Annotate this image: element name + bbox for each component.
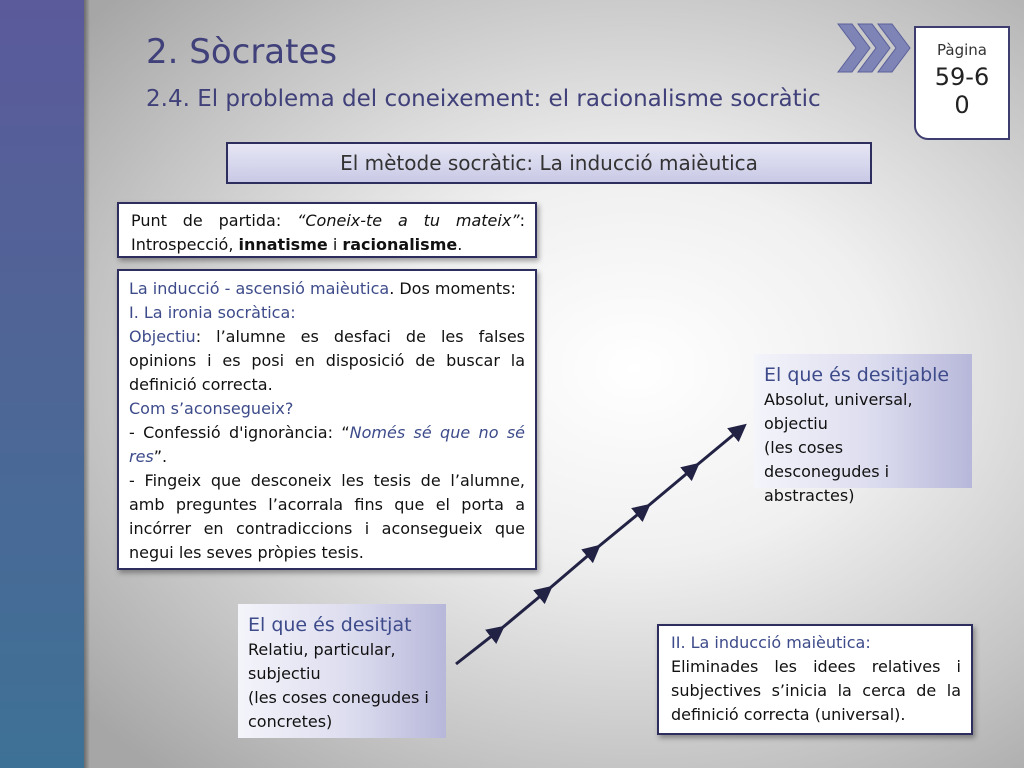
page-number: 59-60: [934, 63, 990, 119]
desirable-line1: Absolut, universal, objectiu: [764, 390, 913, 433]
desirable-box: [754, 354, 972, 505]
introspection-text: Introspecció,: [131, 235, 239, 254]
method-title: El mètode socràtic: La inducció maièutica: [226, 142, 872, 184]
maieutic-text: Eliminades les idees relatives i subjectives s’inicia la cerca de la definició correcta (universal).: [671, 657, 961, 724]
induction-heading-rest: . Dos moments:: [389, 279, 516, 298]
how-heading: Com s’aconsegueix?: [129, 399, 294, 418]
maieutic-heading: II. La inducció maièutica:: [671, 633, 871, 652]
starting-point-box: [117, 202, 537, 258]
starting-point-label: Punt de partida:: [131, 211, 298, 230]
slide-subtitle: 2.4. El problema del coneixement: el racionalisme socràtic: [146, 86, 821, 112]
arrow-segment: [502, 588, 550, 628]
period: .: [457, 235, 463, 254]
arrow-segment: [456, 628, 502, 664]
arrow-segment: [598, 506, 648, 547]
colon: :: [519, 211, 525, 230]
desirable-heading: El que és desitjable: [764, 364, 950, 386]
desired-heading: El que és desitjat: [248, 614, 412, 636]
desired-line2: (les coses conegudes i concretes): [248, 688, 429, 731]
arrow-segment: [550, 547, 598, 588]
desired-box: [238, 604, 446, 738]
irony-heading: I. La ironia socràtica:: [129, 303, 296, 322]
induction-heading: [129, 277, 525, 301]
confession-end: ”.: [153, 447, 168, 466]
innatism-term: innatisme: [238, 235, 328, 254]
rationalism-term: racionalisme: [342, 235, 458, 254]
and-text: i: [327, 235, 343, 254]
objective-paragraph: [129, 325, 525, 397]
page-label: Pàgina: [937, 41, 987, 59]
confession-quote: Només sé que no sé res: [129, 423, 526, 466]
desired-line1: Relatiu, particular, subjectiu: [248, 640, 396, 683]
chevrons-icon: [836, 22, 916, 74]
desirable-line2: (les coses desconegudes i abstractes): [764, 438, 890, 505]
arrow-segment: [648, 465, 697, 506]
sidebar-decoration: [0, 0, 84, 768]
arrow-segment: [697, 426, 744, 465]
objective-label: Objectiu: [129, 327, 196, 346]
know-thyself-quote: “Coneix-te a tu mateix”: [297, 211, 520, 230]
slide-title: 2. Sòcrates: [146, 32, 338, 72]
maieutic-induction-box: [657, 624, 973, 735]
confession-text: - Confessió d'ignorància: “: [129, 423, 350, 442]
page-reference: [914, 26, 1010, 140]
starting-point-text: [131, 209, 525, 257]
pretend-paragraph: - Fingeix que desconeix les tesis de l’alumne, amb preguntes l’acorrala fins que el porta a incórrer en contradiccions i aconsegueix que negui les seves pròpies tesis.: [129, 471, 525, 562]
induction-heading-term: La inducció - ascensió maièutica: [129, 279, 390, 298]
objective-text: : l’alumne es desfaci de les falses opinions i es posi en disposició de buscar la definició correcta.: [129, 327, 525, 394]
